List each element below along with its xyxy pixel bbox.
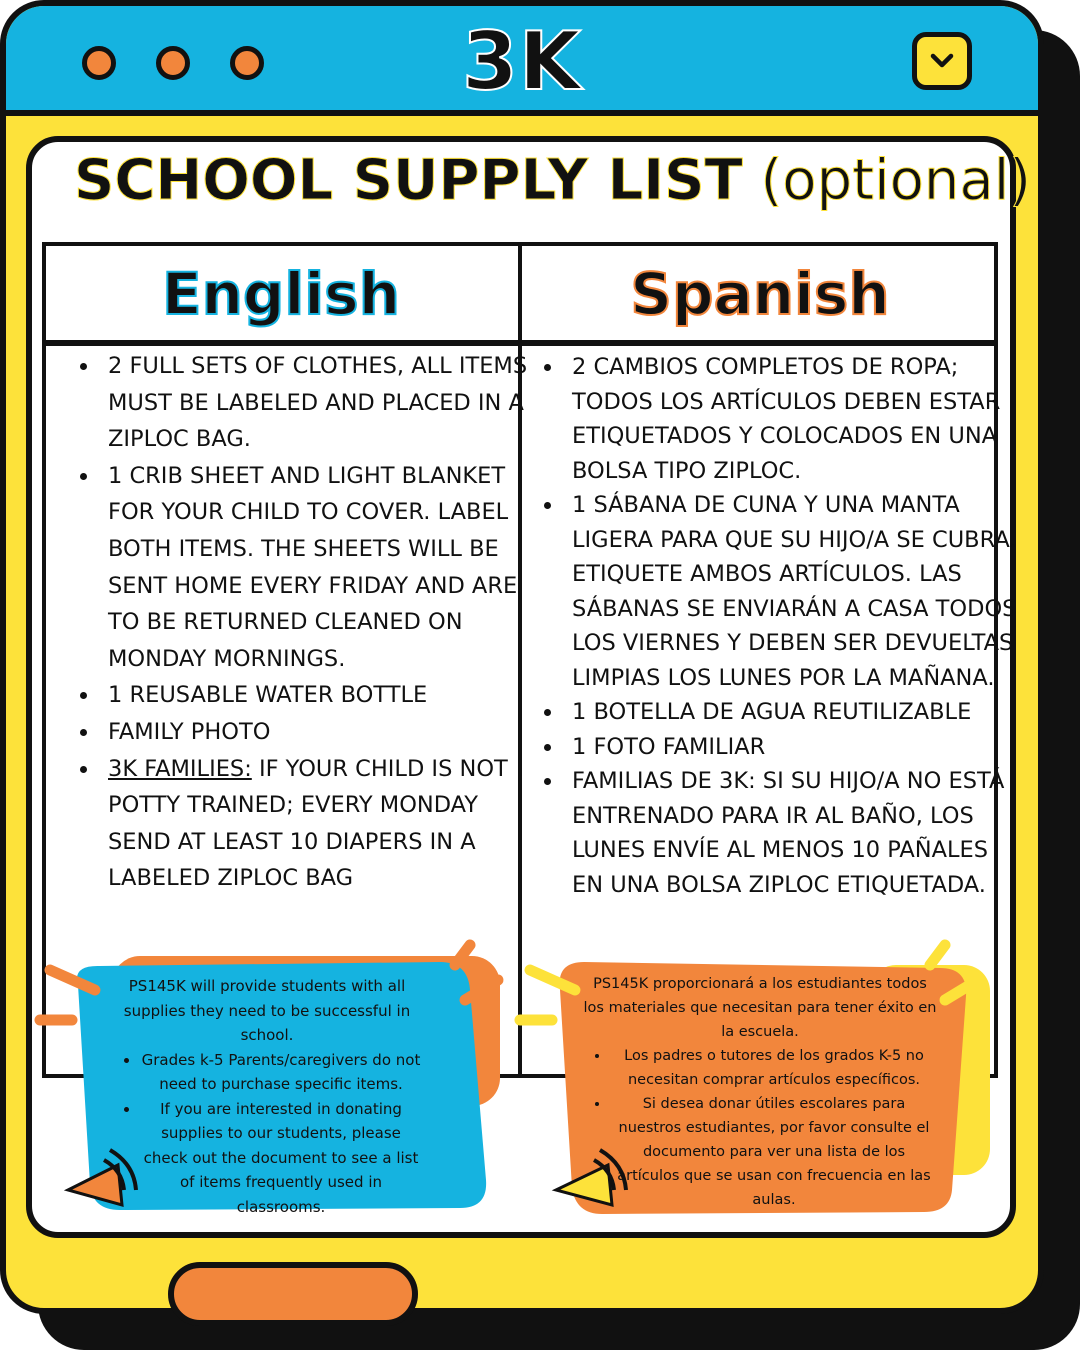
page-title-main: SCHOOL SUPPLY LIST <box>74 148 743 213</box>
list-item: • If you are interested in donating supplies to our students, please check out the document to see a list of items frequently used in classrooms. <box>140 1097 422 1220</box>
page-title-optional: (optional) <box>760 148 1032 213</box>
spanish-note <box>582 972 938 1212</box>
note-bullets <box>112 1048 422 1220</box>
note-intro: PS145K will provide students with all supplies they need to be successful in school. <box>123 977 411 1044</box>
list-item: • 1 REUSABLE WATER BOTTLE <box>100 677 540 714</box>
list-item: • FAMILY PHOTO <box>100 714 540 751</box>
column-header-spanish: Spanish <box>630 260 890 328</box>
list-item: • Si desea donar útiles escolares para nuestros estudiantes, por favor consulte el documento para ver una lista de los artículos que se usan con frecuencia en las aulas. <box>610 1092 938 1212</box>
list-item: • 1 FOTO FAMILIAR <box>564 730 1018 765</box>
window-title: 3K <box>462 15 582 108</box>
list-item: • 2 CAMBIOS COMPLETOS DE ROPA; TODOS LOS ARTÍCULOS DEBEN ESTAR ETIQUETADOS Y COLOCADOS EN UNA BOLSA TIPO ZIPLOC. <box>564 350 1018 488</box>
list-item: • 1 CRIB SHEET AND LIGHT BLANKET FOR YOUR CHILD TO COVER. LABEL BOTH ITEMS. THE SHEETS WILL BE SENT HOME EVERY FRIDAY AND ARE TO BE RETURNED CLEANED ON MONDAY MORNINGS. <box>100 458 540 678</box>
list-item: • 2 FULL SETS OF CLOTHES, ALL ITEMS MUST BE LABELED AND PLACED IN A ZIPLOC BAG. <box>100 348 540 458</box>
list-item: • Los padres o tutores de los grados K-5 no necesitan comprar artículos específicos. <box>610 1044 938 1092</box>
list-item: • 1 SÁBANA DE CUNA Y UNA MANTA LIGERA PARA QUE SU HIJO/A SE CUBRA. ETIQUETE AMBOS ARTÍCULOS. LAS SÁBANAS SE ENVIARÁN A CASA TODOS LOS VIERNES Y DEBEN SER DEVUELTAS LIMPIAS LOS LUNES POR LA MAÑANA. <box>564 488 1018 695</box>
list-item: • FAMILIAS DE 3K: SI SU HIJO/A NO ESTÁ ENTRENADO PARA IR AL BAÑO, LOS LUNES ENVÍE AL MENOS 10 PAÑALES EN UNA BOLSA ZIPLOC ETIQUETADA. <box>564 764 1018 902</box>
note-bullets <box>582 1044 938 1212</box>
list-item: • 3K FAMILIES: IF YOUR CHILD IS NOT POTTY TRAINED; EVERY MONDAY SEND AT LEAST 10 DIAPERS IN A LABELED ZIPLOC BAG <box>100 751 540 897</box>
list-item: • 1 BOTELLA DE AGUA REUTILIZABLE <box>564 695 1018 730</box>
list-item: • Grades k-5 Parents/caregivers do not need to purchase specific items. <box>140 1048 422 1097</box>
underlined-prefix: 3K FAMILIES: <box>108 755 252 782</box>
column-header-english: English <box>161 260 400 328</box>
note-intro: PS145K proporcionará a los estudiantes todos los materiales que necesitan para tener éxito en la escuela. <box>583 976 937 1040</box>
english-note <box>112 974 422 1219</box>
